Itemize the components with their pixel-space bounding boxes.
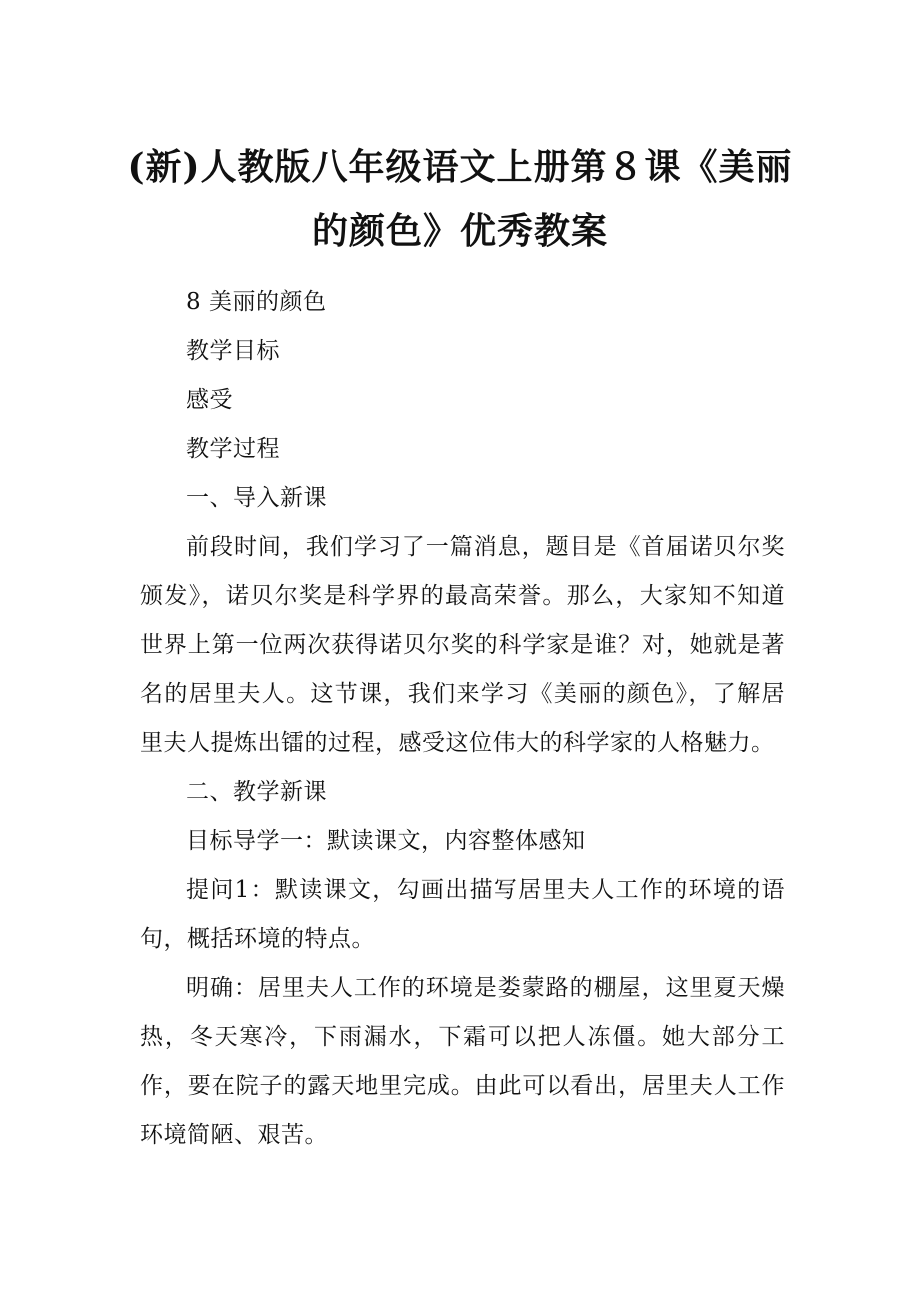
answer-1: 明确：居里夫人工作的环境是娄蒙路的棚屋，这里夏天燥热，冬天寒冷，下雨漏水，下霜可以把人冻僵。她大部分工作，要在院子的露天地里完成。由此可以看出，居里夫人工作环境简陋、艰苦。 <box>140 975 785 1148</box>
paragraph-intro: 前段时间，我们学习了一篇消息，题目是《首届诺贝尔奖颁发》，诺贝尔奖是科学界的最高荣誉。那么，大家知不知道世界上第一位两次获得诺贝尔奖的科学家是谁？对，她就是著名的居里夫人。这节课，我们来学习《美丽的颜色》，了解居里夫人提炼出镭的过程，感受这位伟大的科学家的人格魅力。 <box>140 534 785 756</box>
document-body <box>140 278 785 1160</box>
subheading-new-lesson: 二、教学新课 <box>186 779 327 805</box>
goal-heading-1: 目标导学一：默读课文，内容整体感知 <box>186 828 586 854</box>
question-1: 提问1：默读课文，勾画出描写居里夫人工作的环境的语句，概括环境的特点。 <box>140 877 785 952</box>
objective-item: 感受 <box>186 387 233 413</box>
section-heading-process: 教学过程 <box>186 436 280 462</box>
document-title: (新)人教版八年级语文上册第８课《美丽的颜色》优秀教案 <box>127 146 793 252</box>
lesson-heading: 8 美丽的颜色 <box>186 289 327 315</box>
subheading-intro: 一、导入新课 <box>186 485 327 511</box>
section-heading-objectives: 教学目标 <box>186 338 280 364</box>
